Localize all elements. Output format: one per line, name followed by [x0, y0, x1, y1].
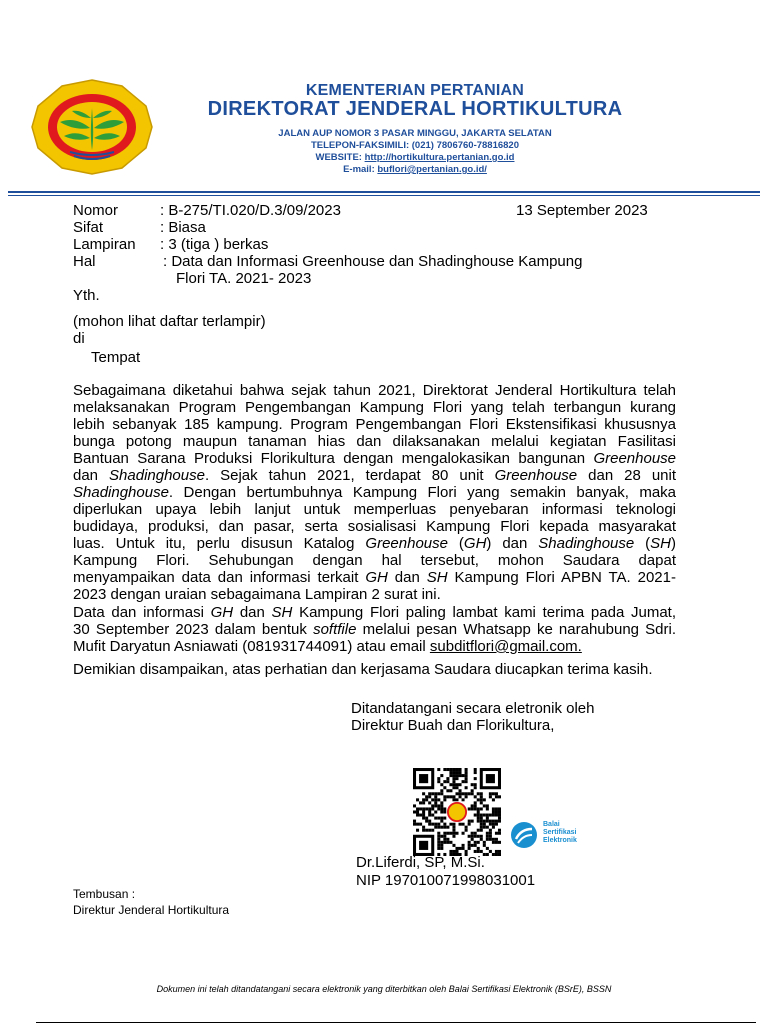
sifat-label: Sifat: [73, 219, 104, 236]
website-label: WEBSITE:: [315, 152, 365, 163]
lampiran-label: Lampiran: [73, 236, 136, 253]
di: di: [73, 330, 85, 347]
website-line: [160, 152, 670, 164]
closing-sentence: Demikian disampaikan, atas perhatian dan kerjasama Saudara diucapkan terima kasih.: [73, 661, 653, 678]
signer-name: Dr.Liferdi, SP, M.Si.: [356, 854, 485, 871]
cc-item: Direktur Jenderal Hortikultura: [73, 903, 230, 917]
yth: Yth.: [73, 287, 100, 304]
hal-value-line1: : Data dan Informasi Greenhouse dan Shadinghouse Kampung: [163, 253, 583, 270]
directorate-name: DIREKTORAT JENDERAL HORTIKULTURA: [207, 98, 623, 120]
nomor-value: : B-275/TI.020/D.3/09/2023: [160, 202, 341, 219]
address-line: JALAN AUP NOMOR 3 PASAR MINGGU, JAKARTA SELATAN: [278, 128, 552, 139]
signature-line-2: Direktur Buah dan Florikultura,: [351, 717, 555, 734]
nomor-label: Nomor: [73, 202, 119, 219]
body-paragraph-2: Data dan informasi GH dan SH Kampung Flori paling lambat kami terima pada Jumat, 30 September 2023 dalam bentuk softfile melalui pesan Whatsapp ke narahubung Sdri. Mufit Daryatun Asniawati (081931744091) atau email subditflori@gmail.com.: [73, 604, 676, 655]
bsre-badge: [510, 818, 590, 852]
header-rule-thin: [8, 195, 760, 196]
lampiran-value: : 3 (tiga ) berkas: [160, 236, 269, 253]
place: Tempat: [91, 349, 141, 366]
website-link[interactable]: http://hortikultura.pertanian.go.id: [364, 152, 515, 163]
bsre-text-3: Elektronik: [543, 837, 577, 844]
recipient: (mohon lihat daftar terlampir): [73, 313, 266, 330]
signer-nip: NIP 197010071998031001: [356, 872, 536, 889]
hal-value-line2: Flori TA. 2021- 2023: [176, 270, 312, 287]
signature-line-1: Ditandatangani secara eletronik oleh: [351, 700, 595, 717]
ministry-logo-icon: [30, 78, 154, 176]
contact-email-link[interactable]: subditflori@gmail.com.: [429, 638, 582, 655]
email-line: [160, 164, 670, 176]
body-paragraph-1: Sebagaimana diketahui bahwa sejak tahun 2021, Direktorat Jenderal Hortikultura telah melaksanakan Program Pengembangan Kampung Flori yang telah terbangun kurang lebih sebanyak 185 kampung. Program Pengembangan Flori Ekstensifikasi khususnya bunga potong maupun tanaman hias dan dilaksanakan melalui kegiatan Fasilitasi Bantuan Sarana Produksi Florikultura dengan mengalokasikan bangunan Greenhouse dan Shadinghouse. Sejak tahun 2021, terdapat 80 unit Greenhouse dan 28 unit Shadinghouse. Dengan bertumbuhnya Kampung Flori yang semakin banyak, maka diperlukan upaya lebih lanjut untuk memperluas penyebaran informasi teknologi budidaya, produksi, dan pasar, serta sosialisasi Kampung Flori kepada masyarakat luas. Untuk itu, perlu disusun Katalog Greenhouse (GH) dan Shadinghouse (SH) Kampung Flori. Sehubungan dengan hal tersebut, mohon Saudara dapat menyampaikan data dan informasi terkait GH dan SH Kampung Flori APBN TA. 2021- 2023 dengan uraian sebagaimana Lampiran 2 surat ini.: [73, 382, 677, 603]
footer-rule: [36, 1022, 756, 1023]
bsre-text-2: Sertifikasi: [543, 829, 577, 836]
ministry-name: KEMENTERIAN PERTANIAN: [305, 82, 525, 99]
header-rule-thick: [8, 191, 760, 193]
qr-code-icon: [413, 768, 501, 856]
email-label: E-mail:: [343, 164, 378, 175]
bsre-text-1: Balai: [543, 821, 560, 828]
email-link[interactable]: buflori@pertanian.go.id/: [377, 164, 487, 175]
letter-date: 13 September 2023: [516, 202, 648, 219]
hal-label: Hal: [73, 253, 96, 270]
cc-label: Tembusan :: [73, 887, 136, 901]
sifat-value: : Biasa: [160, 219, 206, 236]
phone-line: TELEPON-FAKSIMILI: (021) 7806760-78816820: [310, 140, 520, 151]
footer-note: Dokumen ini telah ditandatangani secara elektronik yang diterbitkan oleh Balai Sertifikasi Elektronik (BSrE), BSSN: [156, 984, 612, 994]
bsre-logo-icon: [510, 821, 538, 849]
